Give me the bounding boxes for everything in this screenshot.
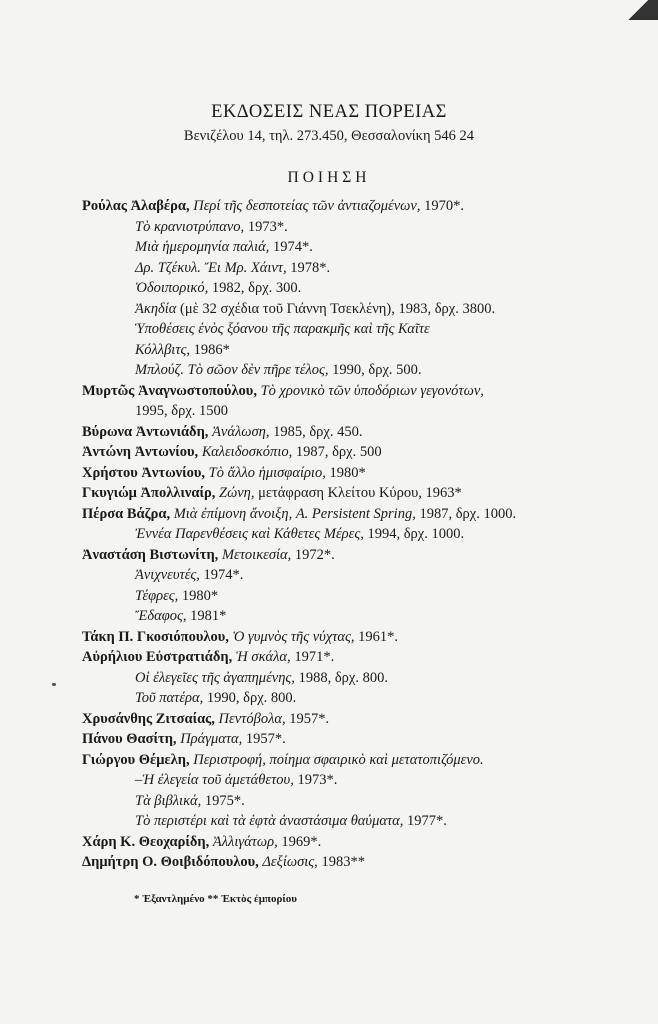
book-entry: [82, 381, 642, 402]
book-entry-continuation: [82, 811, 642, 832]
book-entry: [82, 709, 642, 730]
entry-title: Ἐννέα Παρενθέσεις καὶ Κάθετες Μέρες,: [135, 526, 364, 542]
book-entry-continuation: [82, 340, 642, 361]
book-entry: [82, 750, 642, 771]
book-entry-continuation: [82, 237, 642, 258]
book-entry-continuation: [82, 791, 642, 812]
book-entry: [82, 196, 642, 217]
entry-title: Ἡ σκάλα,: [235, 649, 291, 665]
book-entry: [82, 422, 642, 443]
entry-details: 1987, δρχ. 1000.: [419, 505, 517, 522]
book-entry-continuation: [82, 217, 642, 238]
publisher-address: Βενιζέλου 14, τηλ. 273.450, Θεσσαλονίκη 546 24: [183, 128, 475, 144]
entry-title: Οἱ ἐλεγεῖες τῆς ἀγαπημένης,: [135, 669, 295, 686]
book-entry-continuation: [82, 565, 642, 586]
entry-author: Χρυσάνθης Ζιτσαίας,: [82, 710, 215, 727]
entry-title: Μπλούζ. Τὸ σῶον δὲν πῆρε τέλος,: [135, 362, 329, 378]
book-entry-continuation: [82, 401, 642, 422]
entry-details: 1980*: [329, 464, 366, 481]
entry-details: 1980*: [181, 587, 219, 604]
book-entry-continuation: [82, 278, 642, 299]
entry-author: Χρήστου Ἀντωνίου,: [82, 464, 206, 481]
entry-title: Κόλλβιτς,: [135, 341, 191, 358]
book-list: [82, 196, 642, 873]
entry-author: Ἀντώνη Ἀντωνίου,: [82, 444, 199, 460]
entry-details: 1981*: [190, 608, 227, 624]
entry-details: 1983**: [321, 854, 365, 870]
entry-details: 1971*.: [294, 649, 335, 665]
entry-title: –Ἡ ἐλεγεία τοῦ ἀμετάθετου,: [135, 772, 294, 788]
entry-author: Δημήτρη Ο. Θοιβιδόπουλου,: [82, 854, 259, 870]
entry-author: Πέρσα Βάζρα,: [82, 505, 171, 522]
entry-details: 1986*: [193, 341, 230, 358]
book-entry: [82, 442, 642, 463]
entry-details: μετάφραση Κλείτου Κύρου, 1963*: [258, 485, 462, 501]
entry-details: 1987, δρχ. 500: [295, 444, 382, 460]
book-entry: [82, 504, 642, 525]
entry-details: 1995, δρχ. 1500: [135, 403, 229, 419]
entry-details: 1988, δρχ. 800.: [298, 669, 388, 686]
entry-title: Τὰ βιβλικά,: [135, 792, 202, 809]
section-heading: ΠΟΙΗΣΗ: [287, 169, 371, 186]
book-entry-continuation: [82, 258, 642, 279]
entry-title: Ζώνη,: [219, 485, 255, 501]
entry-author: Χάρη Κ. Θεοχαρίδη,: [82, 833, 210, 850]
book-entry-continuation: [82, 319, 642, 340]
book-entry-continuation: [82, 668, 642, 689]
entry-title: Τέφρες,: [135, 587, 179, 604]
footnote: * Ἐξαντλημένο ** Ἐκτὸς ἐμπορίου: [134, 893, 297, 905]
book-entry-continuation: [82, 688, 642, 709]
entry-details: 1977*.: [407, 813, 447, 829]
book-entry: [82, 852, 642, 873]
entry-title: Μιὰ ἐπίμονη ἄνοιξη, A. Persistent Spring,: [173, 505, 416, 522]
entry-details: 1974*.: [272, 239, 313, 255]
book-entry-continuation: [82, 586, 642, 607]
entry-details: 1982, δρχ. 300.: [211, 280, 302, 296]
entry-author: Βύρωνα Ἀντωνιάδη,: [82, 423, 209, 440]
entry-title: Μετοικεσία,: [221, 546, 292, 563]
entry-title: Πεντόβολα,: [218, 710, 286, 727]
entry-details: 1990, δρχ. 800.: [206, 690, 297, 706]
entry-title: Μιὰ ἡμερομηνία παλιά,: [135, 239, 270, 255]
entry-details: 1985, δρχ. 450.: [273, 423, 363, 440]
entry-details: 1957*.: [245, 731, 286, 747]
book-entry-continuation: [82, 299, 642, 320]
paper-speck: [52, 683, 56, 686]
book-entry: [82, 463, 642, 484]
entry-details: 1974*.: [203, 567, 244, 583]
publisher-name: ΕΚΔΟΣΕΙΣ ΝΕΑΣ ΠΟΡΕΙΑΣ: [211, 102, 447, 122]
entry-title: Ἀνιχνευτές,: [135, 567, 200, 583]
entry-details: 1961*.: [358, 628, 399, 645]
entry-author: Ρούλας Ἀλαβέρα,: [82, 198, 190, 214]
book-entry: [82, 647, 642, 668]
entry-details: 1978*.: [290, 259, 331, 276]
entry-title: Ὁδοιπορικό,: [135, 280, 209, 296]
entry-title: Καλειδοσκόπιο,: [201, 444, 293, 460]
book-entry-continuation: [82, 606, 642, 627]
entry-title: Τοῦ πατέρα,: [135, 690, 204, 706]
entry-details: 1969*.: [281, 833, 322, 850]
entry-title: Ἔδαφος,: [135, 608, 187, 624]
entry-details: 1972*.: [294, 546, 335, 563]
book-entry: [82, 483, 642, 504]
entry-title: Ὑποθέσεις ἑνὸς ξόανου τῆς παρακμῆς καὶ τῆς Καῖτε: [135, 321, 430, 337]
entry-title: Πράγματα,: [180, 731, 243, 747]
entry-author: Αὐρήλιου Εὐστρατιάδη,: [82, 649, 233, 665]
entry-title: Ἀκηδία: [135, 300, 177, 317]
entry-details: 1973*.: [247, 218, 288, 235]
entry-details: (μὲ 32 σχέδια τοῦ Γιάννη Τσεκλένη), 1983, δρχ. 3800.: [180, 300, 496, 317]
entry-details: 1957*.: [289, 710, 330, 727]
entry-author: Γιώργου Θέμελη,: [82, 751, 190, 768]
entry-title: Τὸ περιστέρι καὶ τὰ ἑφτὰ ἀναστάσιμα θαύματα,: [135, 813, 404, 829]
book-entry-continuation: [82, 524, 642, 545]
book-entry: [82, 729, 642, 750]
entry-author: Πάνου Θασίτη,: [82, 731, 177, 747]
entry-title: Δρ. Τζέκυλ. Ἔι Μρ. Χάιντ,: [135, 259, 287, 276]
entry-author: Μυρτῶς Ἀναγνωστοπούλου,: [82, 382, 257, 399]
book-entry-continuation: [82, 770, 642, 791]
entry-author: Τάκη Π. Γκοσιόπουλου,: [82, 628, 229, 645]
entry-title: Ἀνάλωση,: [212, 423, 270, 440]
entry-author: Γκυγιώμ Ἀπολλιναίρ,: [82, 485, 216, 501]
entry-details: 1970*.: [424, 198, 464, 214]
book-entry: [82, 545, 642, 566]
page-corner-mark: [628, 0, 658, 20]
entry-details: 1994, δρχ. 1000.: [367, 526, 465, 542]
book-entry: [82, 832, 642, 853]
entry-title: Τὸ κρανιοτρύπανο,: [135, 218, 245, 235]
entry-details: 1975*.: [204, 792, 245, 809]
entry-title: Δεξίωσις,: [262, 854, 318, 870]
entry-title: Τὸ ἄλλο ἡμισφαίριο,: [208, 464, 326, 481]
entry-details: 1973*.: [297, 772, 338, 788]
entry-title: Περιστροφή, ποίημα σφαιρικὸ καὶ μετατοπιζόμενο.: [193, 751, 484, 768]
entry-title: Περί τῆς δεσποτείας τῶν ἀντιαζομένων,: [193, 198, 421, 214]
entry-details: 1990, δρχ. 500.: [332, 362, 422, 378]
entry-author: Ἀναστάση Βιστωνίτη,: [82, 546, 219, 563]
book-entry-continuation: [82, 360, 642, 381]
book-entry: [82, 627, 642, 648]
entry-title: Ὁ γυμνὸς τῆς νύχτας,: [232, 628, 355, 645]
entry-title: Ἀλλιγάτωρ,: [212, 833, 278, 850]
entry-title: Τὸ χρονικὸ τῶν ὑποδόριων γεγονότων,: [260, 382, 484, 399]
